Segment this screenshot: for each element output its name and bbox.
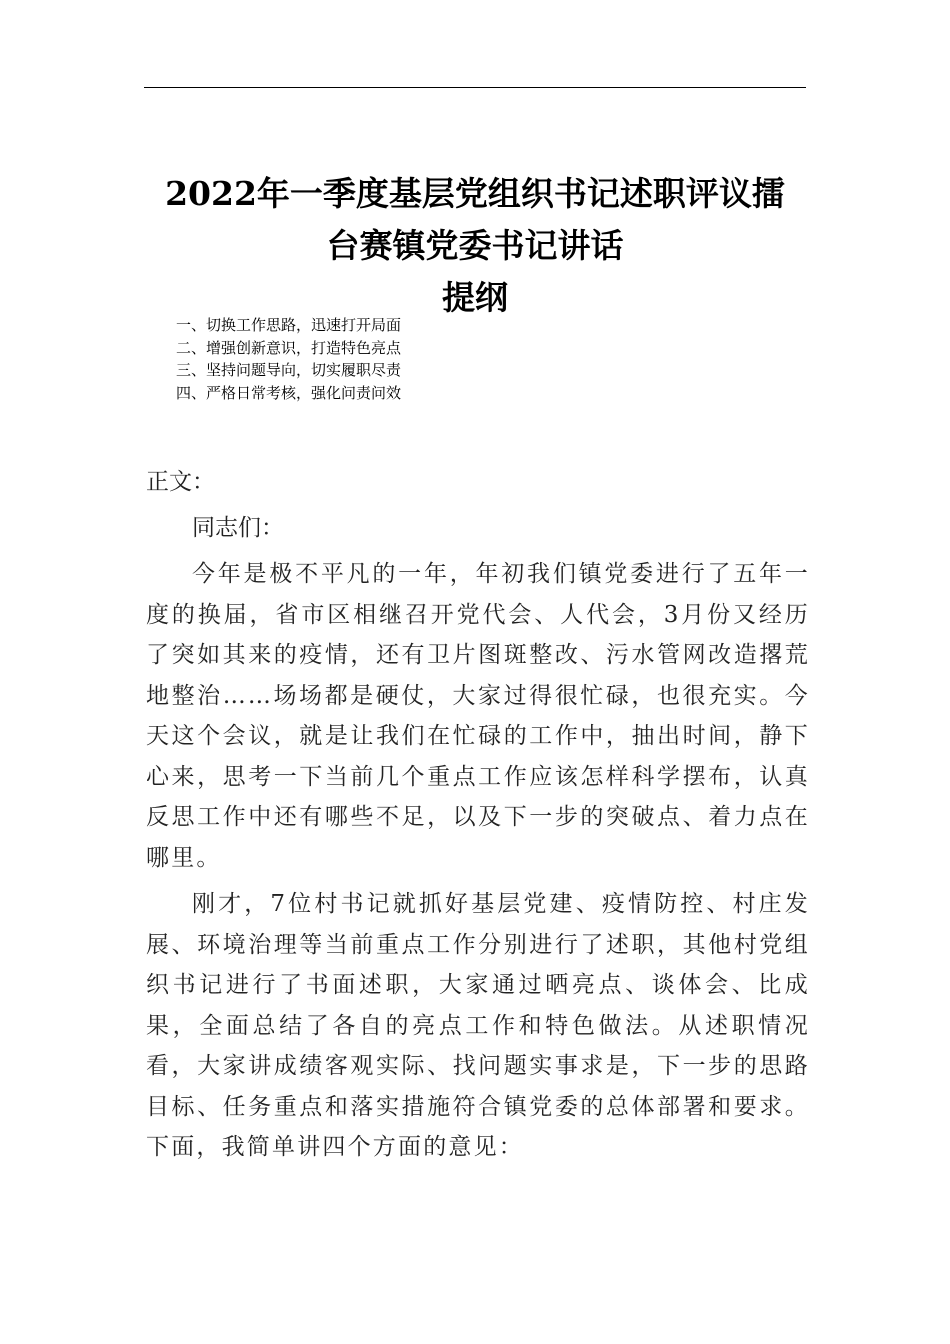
body-text (146, 462, 810, 1168)
paragraph: 刚才，7位村书记就抓好基层党建、疫情防控、村庄发展、环境治理等当前重点工作分别进行了述职，其他村党组织书记进行了书面述职，大家通过晒亮点、谈体会、比成果，全面总结了各自的亮点工作和特色做法。从述职情况看，大家讲成绩客观实际、找问题实事求是，下一步的思路目标、任务重点和落实措施符合镇党委的总体部署和要求。下面，我简单讲四个方面的意见： (146, 891, 810, 1160)
paragraph: 今年是极不平凡的一年，年初我们镇党委进行了五年一度的换届，省市区相继召开党代会、人代会，3月份又经历了突如其来的疫情，还有卫片图斑整改、污水管网改造撂荒地整治……场场都是硬仗，大家过得很忙碌，也很充实。今天这个会议，就是让我们在忙碌的工作中，抽出时间，静下心来，思考一下当前几个重点工作应该怎样科学摆布，认真反思工作中还有哪些不足，以及下一步的突破点、着力点在哪里。 (146, 561, 810, 871)
body-label: 正文： (146, 469, 215, 495)
title-line-3: 提纲 (442, 278, 508, 317)
header-rule (144, 87, 806, 88)
greeting: 同志们： (192, 514, 284, 541)
outline-item: 四、严格日常考核，强化问责问效 (176, 383, 402, 402)
outline-list (176, 314, 401, 404)
title-line-2: 台赛镇党委书记讲话 (326, 226, 624, 265)
outline-item: 二、增强创新意识，打造特色亮点 (176, 338, 402, 357)
outline-item: 三、坚持问题导向，切实履职尽责 (176, 361, 402, 379)
document-title (140, 168, 810, 324)
outline-item: 一、切换工作思路，迅速打开局面 (176, 316, 402, 334)
title-line-1: 2022年一季度基层党组织书记述职评议擂 (165, 174, 785, 213)
